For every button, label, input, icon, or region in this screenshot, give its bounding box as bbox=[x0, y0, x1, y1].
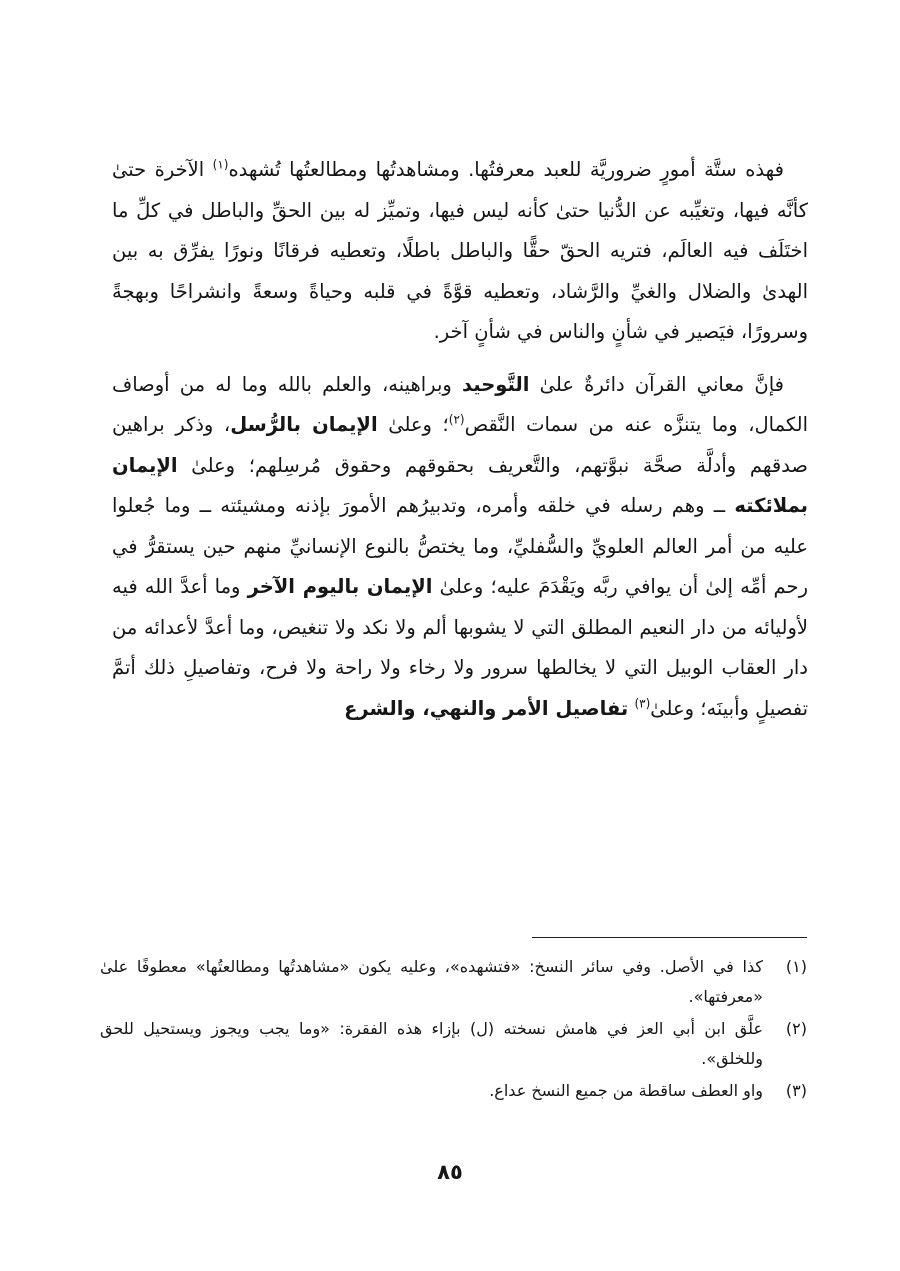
footnote-divider bbox=[532, 937, 807, 938]
paragraph-2 bbox=[112, 365, 808, 730]
footnote-1 bbox=[100, 952, 807, 1012]
paragraph-2-text-a: فإنَّ معاني القرآن دائرةٌ علىٰ bbox=[529, 372, 784, 396]
footnote-2-number: (٢) bbox=[785, 1019, 807, 1038]
paragraph-2-text-c: ؛ وعلىٰ bbox=[377, 413, 449, 436]
footnotes-section bbox=[100, 952, 807, 1108]
footnote-3-number: (٣) bbox=[785, 1081, 807, 1100]
footnote-ref-2[interactable]: (٢) bbox=[448, 412, 465, 427]
footnote-3 bbox=[100, 1076, 807, 1106]
bold-term-last-day: الإيمان باليوم الآخر bbox=[247, 575, 433, 598]
footnote-ref-3[interactable]: (٣) bbox=[634, 696, 651, 710]
footnote-3-text: واو العطف ساقطة من جميع النسخ عداع. bbox=[489, 1081, 763, 1100]
bold-term-angels: الإيمان بملائكته bbox=[112, 453, 808, 517]
bold-term-tawhid: التَّوحيد bbox=[461, 372, 530, 396]
footnote-2 bbox=[100, 1014, 807, 1074]
footnote-2-text: علَّق ابن أبي العز في هامش نسخته (ل) بإزاء هذه الفقرة: «وما يجب ويجوز ويستحيل للحق وللخلق». bbox=[100, 1019, 763, 1068]
paragraph-2-text-e: ــ وهم رسله في خلقه وأمره، وتدبيرُهم الأمورَ بإذنه ومشيئته ــ وما جُعلوا عليه من أمر العالم العلويِّ والسُّفليِّ، وما يختصُّ بالنوع الإنسانيِّ منهم حين يستقرُّ في رحم أمِّه إلىٰ أن يوافي ربَّه ويَقْدَمَ عليه؛ وعلىٰ bbox=[112, 494, 808, 598]
paragraph-2-text-f: وما أعدَّ الله فيه لأوليائه من دار النعيم المطلق التي لا يشوبها ألم ولا نكد ولا تنغيص، وما أعدَّ لأعدائه من دار العقاب الوبيل التي لا يخالطها سرور ولا رخاء ولا راحة ولا فرح، وتفاصيلِ ذلك أتمَّ تفصيلٍ وأبينَه؛ وعلىٰ bbox=[112, 575, 808, 720]
paragraph-1 bbox=[112, 150, 808, 353]
footnote-1-text: كذا في الأصل. وفي سائر النسخ: «فتشهده»، وعليه يكون «مشاهدتُها ومطالعتُها» معطوفًا علىٰ «معرفتها». bbox=[100, 957, 763, 1006]
footnote-ref-1[interactable]: (١) bbox=[212, 157, 229, 172]
footnote-1-number: (١) bbox=[785, 957, 807, 976]
paragraph-2-text-d: ، وذكر براهين صدقهم وأدلَّة صحَّة نبوَّتهم، والتَّعريف بحقوقهم وحقوق مُرسِلهم؛ وعلىٰ bbox=[112, 413, 808, 477]
page-number: ٨٥ bbox=[437, 1160, 463, 1184]
paragraph-1-text-a: فهذه ستَّة أمورٍ ضروريَّة للعبد معرفتُها. ومشاهدتُها ومطالعتُها تُشهده bbox=[228, 158, 784, 181]
paragraph-2-text-b: وبراهينه، والعلم بالله وما له من أوصاف الكمال، وما يتنزَّه عنه من سمات النَّقص bbox=[112, 372, 809, 436]
main-text bbox=[112, 150, 808, 729]
paragraph-1-text-b: الآخرة حتىٰ كأنَّه فيها، وتغيِّبه عن الدُّنيا حتىٰ كأنه ليس فيها، وتميِّز له بين الحقِّ والباطل في كلِّ ما اختَلَف فيه العالَم، فتريه الحقّ حقًّا والباطل باطلًا، وتعطيه فرقانًا ونورًا يفرِّق به بين الهدىٰ والضلال والغيِّ والرَّشاد، وتعطيه قوَّةً في قلبه وحياةً وسعةً وانشراحًا وبهجةً وسرورًا، فيَصير في شأنٍ والناس في شأنٍ آخر. bbox=[112, 158, 808, 343]
bold-term-messengers: الإيمان بالرُّسل bbox=[230, 413, 378, 436]
bold-term-commands: تفاصيل الأمر والنهي، والشرع bbox=[344, 696, 629, 720]
